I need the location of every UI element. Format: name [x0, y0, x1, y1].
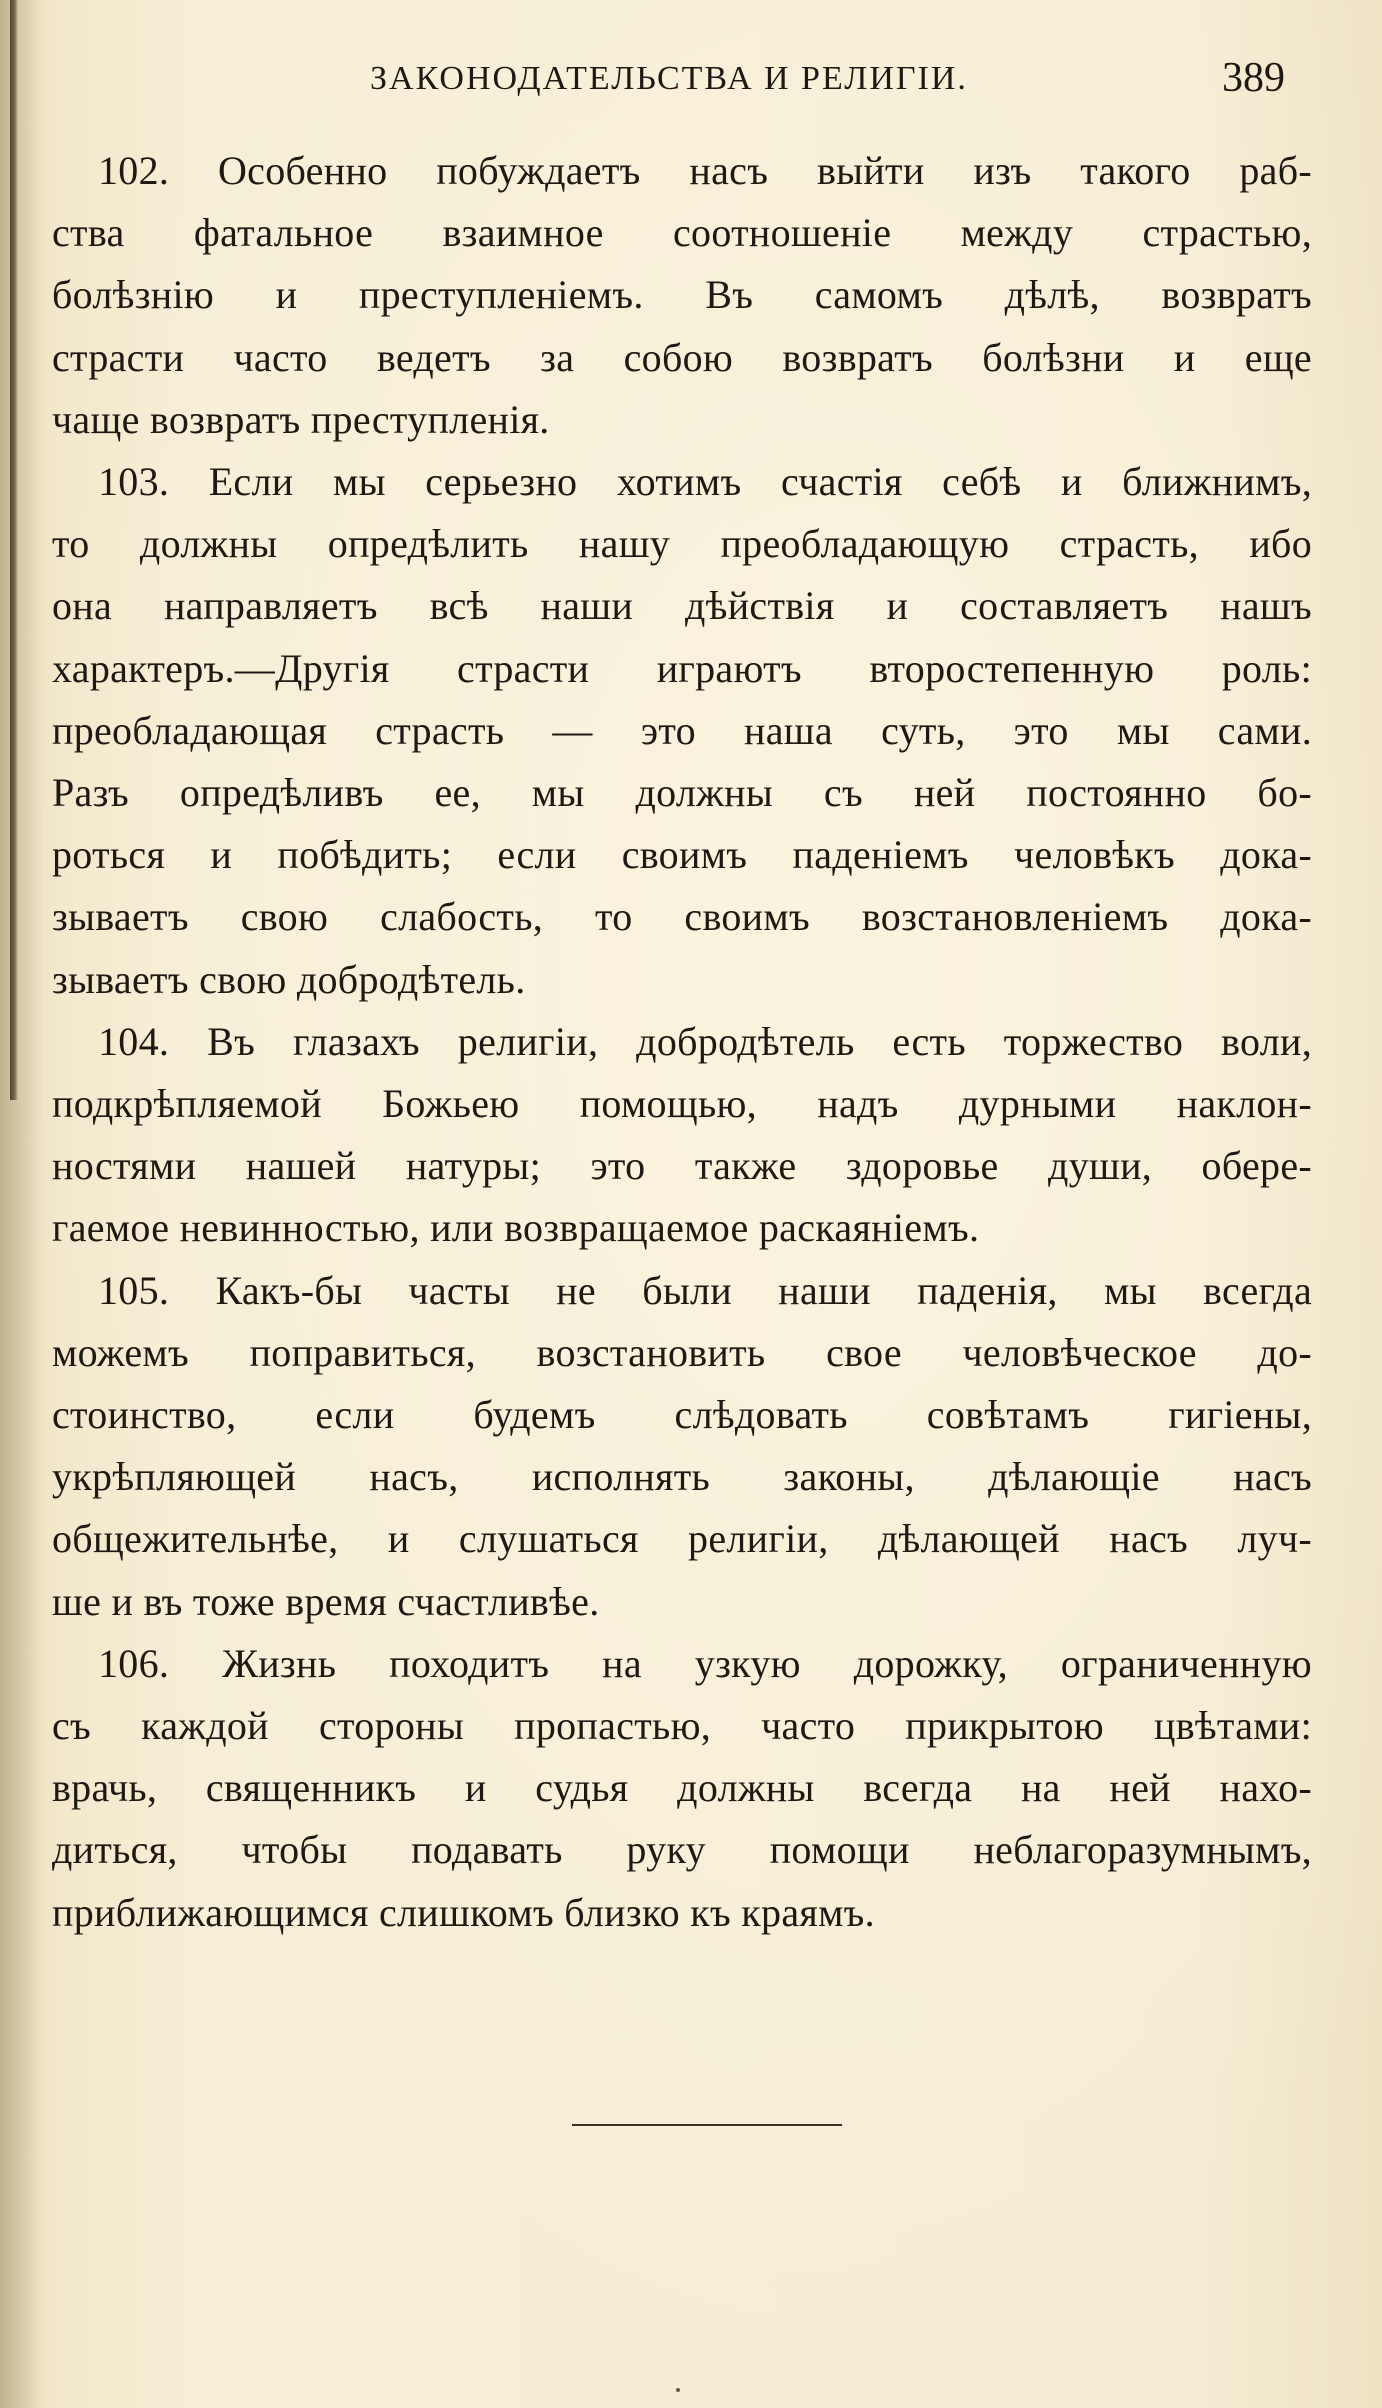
paragraph-105 — [52, 1260, 1312, 1633]
running-head: ЗАКОНОДАТЕЛЬСТВА И РЕЛИГІИ. — [370, 60, 968, 97]
text-line: ства фатальное взаимное соотношеніе между страстью, — [52, 210, 1312, 256]
text-line: подкрѣпляемой Божьею помощью, надъ дурными наклон- — [52, 1081, 1312, 1127]
text-line: гаемое невинностью, или возвращаемое раскаяніемъ. — [52, 1205, 980, 1251]
page-header — [0, 46, 1382, 116]
paragraph-104 — [52, 1011, 1312, 1260]
text-line: преобладающая страсть — это наша суть, это мы сами. — [52, 707, 1312, 753]
text-line: характеръ.—Другія страсти играютъ второстепенную роль: — [52, 645, 1312, 691]
paragraph-106 — [52, 1633, 1312, 1944]
section-separator-rule — [572, 2124, 842, 2126]
text-line: ше и въ тоже время счастливѣе. — [52, 1578, 600, 1624]
paragraph-102 — [52, 140, 1312, 451]
text-line: болѣзнію и преступленіемъ. Въ самомъ дѣлѣ, возвратъ — [52, 272, 1312, 318]
text-line: приближающимся слишкомъ близко къ краямъ. — [52, 1889, 875, 1935]
text-line: 103. Если мы серьезно хотимъ счастія себѣ и ближнимъ, — [98, 459, 1312, 505]
page-number: 389 — [1222, 55, 1285, 101]
binding-edge — [10, 0, 18, 1100]
text-line: страсти часто ведетъ за собою возвратъ болѣзни и еще — [52, 334, 1312, 380]
body-text — [52, 140, 1312, 1944]
text-line: зываетъ свою слабость, то своимъ возстановленіемъ дока- — [52, 894, 1312, 940]
text-line: ностями нашей натуры; это также здоровье души, обере- — [52, 1143, 1312, 1189]
text-line: укрѣпляющей насъ, исполнять законы, дѣлающіе насъ — [52, 1454, 1312, 1500]
text-line: 105. Какъ-бы часты не были наши паденія, мы всегда — [98, 1267, 1312, 1313]
text-line: чаще возвратъ преступленія. — [52, 396, 550, 442]
text-line: съ каждой стороны пропастью, часто прикрытою цвѣтами: — [52, 1703, 1312, 1749]
text-line: 104. Въ глазахъ религіи, добродѣтель есть торжество воли, — [98, 1018, 1312, 1064]
text-line: она направляетъ всѣ наши дѣйствія и составляетъ нашъ — [52, 583, 1312, 629]
text-line: то должны опредѣлить нашу преобладающую страсть, ибо — [52, 521, 1312, 567]
spine-shadow — [0, 0, 44, 2408]
text-line: диться, чтобы подавать руку помощи неблагоразумнымъ, — [52, 1827, 1312, 1873]
text-line: можемъ поправиться, возстановить свое человѣческое до- — [52, 1329, 1312, 1375]
text-line: общежительнѣе, и слушаться религіи, дѣлающей насъ луч- — [52, 1516, 1312, 1562]
paragraph-103 — [52, 451, 1312, 1011]
text-line: стоинство, если будемъ слѣдовать совѣтамъ гигіены, — [52, 1392, 1312, 1438]
paper-speck — [676, 2388, 680, 2392]
text-line: роться и побѣдить; если своимъ паденіемъ человѣкъ дока- — [52, 832, 1312, 878]
text-line: Разъ опредѣливъ ее, мы должны съ ней постоянно бо- — [52, 770, 1312, 816]
text-line: зываетъ свою добродѣтель. — [52, 956, 526, 1002]
text-line: 102. Особенно побуждаетъ насъ выйти изъ такого раб- — [98, 148, 1312, 193]
text-line: врачь, священникъ и судья должны всегда на ней нахо- — [52, 1765, 1312, 1811]
text-line: 106. Жизнь походитъ на узкую дорожку, ограниченную — [98, 1640, 1312, 1686]
